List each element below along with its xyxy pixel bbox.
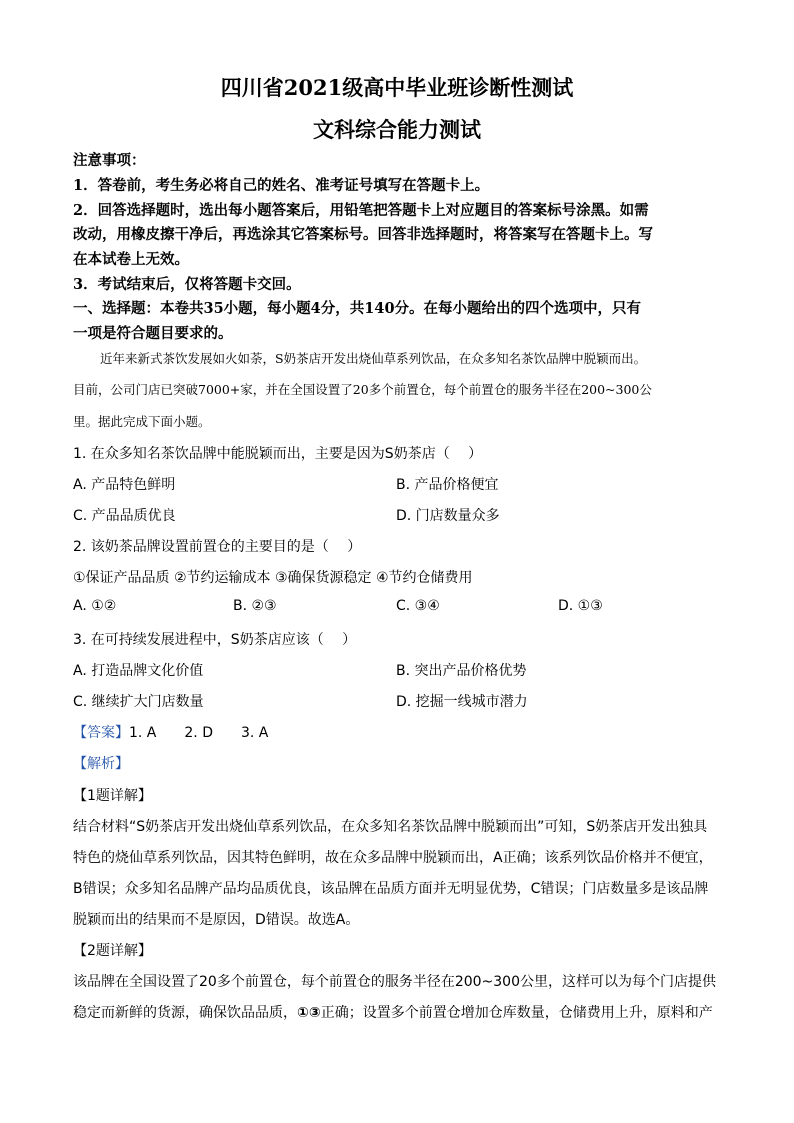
q3-option-d: D. 挖掘一线城市潜力 [396, 694, 528, 710]
material-line-2: 目前，公司门店已突破7000+家，并在全国设置了20多个前置仓，每个前置仓的服务半径在200~300公 [73, 382, 652, 397]
q3-option-a: A. 打造品牌文化价值 [73, 663, 204, 679]
detail-2-text-b: 正确；设置多个前置仓增加仓库数量，仓储费用上升，原料和产 [320, 1005, 713, 1021]
notice-item-1: 1．答卷前，考生务必将自己的姓名、准考证号填写在答题卡上。 [73, 177, 490, 194]
detail-1-line-3: B错误；众多知名品牌产品均品质优良，该品牌在品质方面并无明显优势，C错误；门店数量多是该品牌 [73, 881, 709, 897]
section-heading-line-2: 一项是符合题目要求的。 [73, 325, 233, 342]
detail-2-line-1: 该品牌在全国设置了20多个前置仓，每个前置仓的服务半径在200~300公里，这样可以为每个门店提供 [73, 974, 716, 990]
q2-option-d: D. ①③ [558, 598, 603, 614]
analysis-label: 【解析】 [73, 756, 129, 772]
q2-statements: ①保证产品品质 ②节约运输成本 ③确保货源稳定 ④节约仓储费用 [73, 570, 473, 586]
q3-option-b: B. 突出产品价格优势 [396, 663, 527, 679]
answer-text: 1. A 2. D 3. A [129, 725, 269, 741]
detail-2-label: 【2题详解】 [73, 943, 152, 959]
detail-1-line-2: 特色的烧仙草系列饮品，因其特色鲜明，故在众多品牌中脱颖而出，A正确；该系列饮品价格并不便宜， [73, 850, 713, 866]
detail-1-label: 【1题详解】 [73, 788, 152, 804]
material-line-1: 近年来新式茶饮发展如火如荼，S奶茶店开发出烧仙草系列饮品，在众多知名茶饮品牌中脱颖而出。 [100, 351, 647, 366]
q1-option-d: D. 门店数量众多 [396, 508, 500, 524]
question-2: 2. 该奶茶品牌设置前置仓的主要目的是（ ） [73, 539, 362, 555]
question-1: 1. 在众多知名茶饮品牌中能脱颖而出，主要是因为S奶茶店（ ） [73, 446, 483, 462]
page-subtitle: 文科综合能力测试 [313, 117, 481, 142]
notice-heading: 注意事项： [73, 152, 146, 169]
q1-option-c: C. 产品品质优良 [73, 508, 176, 524]
q1-option-b: B. 产品价格便宜 [396, 477, 499, 493]
notice-item-2-line-2: 改动，用橡皮擦干净后，再选涂其它答案标号。回答非选择题时，将答案写在答题卡上。写 [73, 226, 653, 243]
q3-option-c: C. 继续扩大门店数量 [73, 694, 204, 710]
material-line-3: 里。据此完成下面小题。 [73, 414, 211, 429]
answer-row [73, 722, 268, 742]
detail-1-line-4: 脱颖而出的结果而不是原因，D错误。故选A。 [73, 912, 360, 928]
question-3: 3. 在可持续发展进程中，S奶茶店应该（ ） [73, 632, 357, 648]
section-heading-line-1: 一、选择题：本卷共35小题，每小题4分，共140分。在每小题给出的四个选项中，只有 [73, 300, 642, 317]
q2-option-b: B. ②③ [233, 598, 277, 614]
page-title: 四川省2021级高中毕业班诊断性测试 [220, 75, 574, 100]
q2-option-a: A. ①② [73, 598, 117, 614]
answer-label: 【答案】 [73, 725, 129, 741]
detail-2-text-a: 稳定而新鲜的货源，确保饮品品质， [73, 1005, 297, 1021]
q2-option-c: C. ③④ [396, 598, 440, 614]
notice-item-2-line-1: 2．回答选择题时，选出每小题答案后，用铅笔把答题卡上对应题目的答案标号涂黑。如需 [73, 202, 649, 219]
notice-item-2-line-3: 在本试卷上无效。 [73, 251, 189, 268]
detail-2-choice: ①③ [297, 1005, 321, 1021]
detail-1-line-1: 结合材料“S奶茶店开发出烧仙草系列饮品，在众多知名茶饮品牌中脱颖而出”可知，S奶茶店开发出独具 [73, 819, 708, 835]
detail-2-line-2 [73, 1002, 713, 1022]
q1-option-a: A. 产品特色鲜明 [73, 477, 176, 493]
notice-item-3: 3．考试结束后，仅将答题卡交回。 [73, 276, 301, 293]
